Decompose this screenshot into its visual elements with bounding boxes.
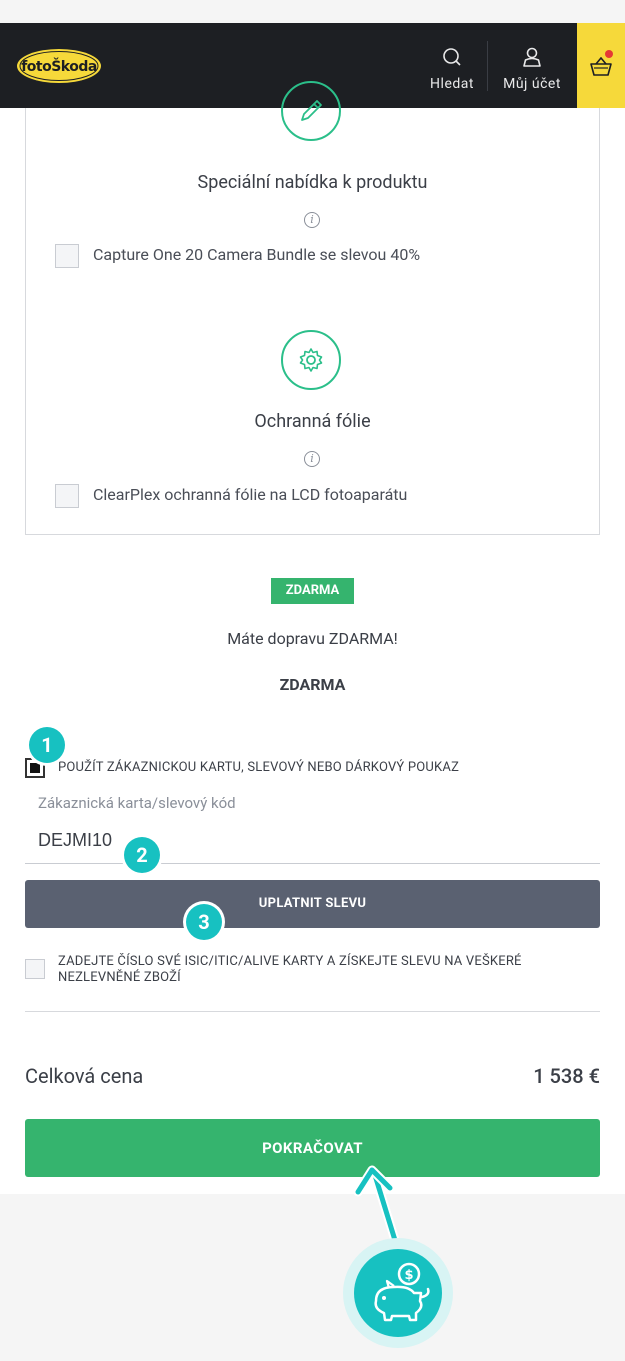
discount-code-label: Zákaznická karta/slevový kód — [38, 794, 236, 812]
account-button[interactable] — [492, 23, 572, 108]
offer-icon-circle — [281, 330, 341, 390]
info-icon[interactable]: i — [304, 212, 320, 228]
shipping-price: ZDARMA — [279, 675, 346, 694]
offer-checkbox[interactable] — [55, 244, 79, 268]
cart-badge — [605, 50, 613, 58]
offer-title: Ochranná fólie — [254, 411, 371, 432]
search-button[interactable] — [420, 23, 484, 108]
basket-icon — [589, 57, 613, 77]
divider — [25, 1011, 600, 1012]
offer-title: Speciální nabídka k produktu — [197, 172, 428, 193]
product-offers-box — [25, 108, 600, 535]
fotoskoda-logo[interactable] — [16, 47, 102, 85]
info-icon[interactable]: i — [304, 451, 320, 467]
offer-icon-circle — [281, 81, 341, 141]
apply-discount-button[interactable]: UPLATNIT SLEVU — [25, 880, 600, 928]
continue-button[interactable]: POKRAČOVAT — [25, 1119, 600, 1177]
piggy-bank-icon — [354, 1249, 442, 1337]
cart-button[interactable] — [577, 23, 625, 108]
step-marker: 1 — [29, 727, 65, 763]
svg-text:$: $ — [404, 1268, 414, 1283]
checkout-main — [0, 108, 625, 1194]
offer-option-label[interactable]: Capture One 20 Camera Bundle se slevou 40% — [93, 245, 421, 264]
offer-checkbox[interactable] — [55, 484, 79, 508]
total-price-label: Celková cena — [25, 1064, 144, 1088]
top-strip — [0, 0, 625, 23]
total-price-value: 1 538 € — [533, 1064, 600, 1088]
isic-checkbox[interactable] — [25, 959, 45, 979]
checkbox-checkmark — [30, 763, 40, 773]
gear-icon — [297, 346, 325, 374]
pencil-icon — [297, 97, 325, 125]
isic-label[interactable]: ZADEJTE ČÍSLO SVÉ ISIC/ITIC/ALIVE KARTY A ZÍSKEJTE SLEVU NA VEŠKERÉ NEZLEVNĚNÉ ZBOŽÍ — [58, 954, 522, 985]
shipping-message: Máte dopravu ZDARMA! — [227, 629, 398, 648]
search-label: Hledat — [430, 76, 474, 92]
use-discount-label[interactable]: POUŽÍT ZÁKAZNICKOU KARTU, SLEVOVÝ NEBO DÁRKOVÝ POUKAZ — [58, 760, 460, 775]
piggy-bank-badge — [354, 1249, 442, 1337]
search-icon — [442, 47, 462, 67]
step-marker: 3 — [186, 904, 222, 940]
free-shipping-badge: ZDARMA — [271, 578, 354, 604]
discount-code-input[interactable] — [25, 818, 600, 864]
logo-text: fotoŠkoda — [21, 59, 97, 75]
offer-option-label[interactable]: ClearPlex ochranná fólie na LCD fotoaparátu — [93, 485, 408, 504]
account-label: Můj účet — [503, 76, 561, 92]
step-marker: 2 — [124, 837, 160, 873]
header-separator — [487, 41, 488, 91]
user-icon — [522, 47, 542, 67]
